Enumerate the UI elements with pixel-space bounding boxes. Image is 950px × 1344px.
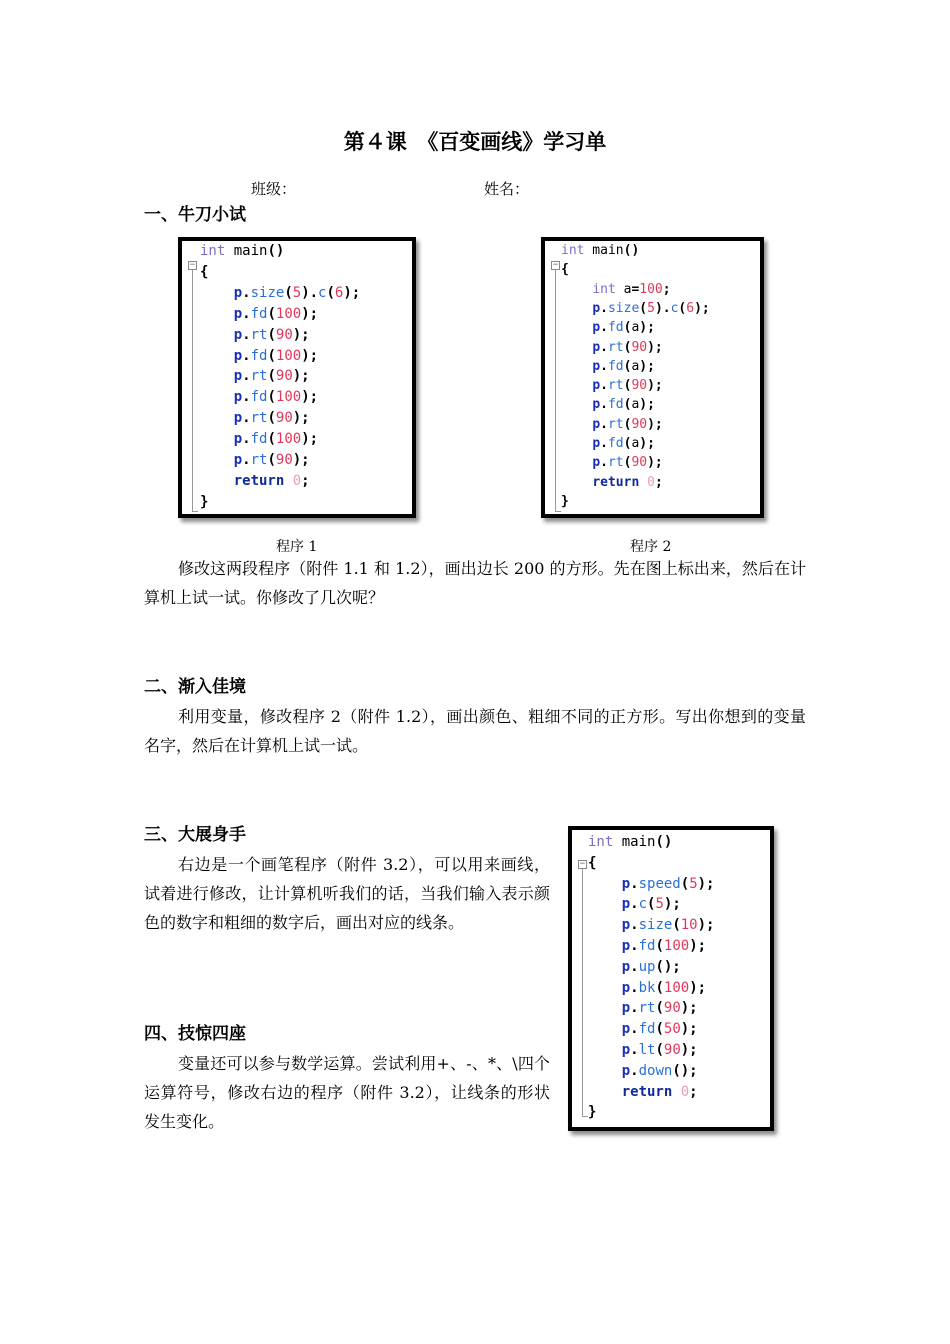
code-token: rt bbox=[638, 1000, 656, 1017]
code-token: size bbox=[607, 300, 640, 316]
code-token: ; bbox=[654, 474, 663, 490]
code-token bbox=[588, 959, 622, 975]
program-1-code bbox=[178, 237, 416, 518]
code-token bbox=[284, 473, 292, 489]
code-token: p bbox=[592, 416, 601, 432]
code-token: ( bbox=[623, 320, 632, 336]
code-token: 90 bbox=[275, 326, 293, 343]
code-token: ); bbox=[680, 1000, 698, 1017]
code-token: 6 bbox=[686, 300, 695, 316]
code-token: p bbox=[592, 320, 601, 336]
code-token: ); bbox=[301, 347, 319, 364]
code-token: fd bbox=[250, 389, 268, 406]
code-token: ( bbox=[623, 339, 632, 355]
code-token: ( bbox=[655, 1021, 664, 1038]
code-line bbox=[561, 417, 663, 432]
code-line bbox=[561, 378, 663, 393]
code-token: . bbox=[600, 339, 608, 355]
code-token: ); bbox=[680, 1042, 698, 1058]
program-2-caption: 程序 2 bbox=[630, 539, 672, 555]
code-token bbox=[200, 410, 234, 426]
code-token: int bbox=[588, 834, 614, 850]
code-token: rt bbox=[607, 455, 624, 471]
code-token: ); bbox=[292, 410, 310, 427]
code-token: rt bbox=[250, 368, 268, 385]
code-token: . bbox=[242, 326, 251, 343]
code-token: ( bbox=[267, 326, 276, 343]
code-token: . bbox=[242, 368, 251, 385]
code-token: 90 bbox=[275, 368, 293, 385]
code-token: . bbox=[242, 389, 251, 406]
code-token bbox=[588, 876, 622, 892]
code-token: return bbox=[233, 472, 285, 489]
code-token: 100 bbox=[663, 938, 690, 954]
code-line bbox=[200, 243, 284, 259]
code-token: rt bbox=[607, 339, 624, 355]
code-token: ; bbox=[662, 281, 671, 297]
code-token: rt bbox=[607, 416, 624, 432]
code-token: ( bbox=[267, 305, 276, 322]
code-token: . bbox=[630, 1042, 639, 1058]
code-token: 50 bbox=[663, 1021, 681, 1038]
code-token: 100 bbox=[275, 389, 302, 406]
code-token bbox=[588, 1042, 622, 1058]
code-token bbox=[561, 282, 592, 297]
code-token: p bbox=[592, 300, 601, 316]
code-token: p bbox=[233, 305, 243, 322]
section-3-text: 右边是一个画笔程序（附件 3.2），可以用来画线，试着进行修改，让计算机听我们的话，当我们输入表示颜色的数字和粗细的数字后，画出对应的线条。 bbox=[144, 855, 550, 932]
code-token bbox=[200, 389, 234, 405]
code-token bbox=[561, 301, 592, 316]
code-token: ( bbox=[655, 938, 664, 954]
code-token bbox=[561, 378, 592, 393]
code-token: ); bbox=[301, 389, 319, 406]
code-line bbox=[588, 1021, 698, 1037]
code-token: . bbox=[600, 358, 608, 374]
code-token bbox=[200, 348, 234, 364]
code-token bbox=[588, 938, 622, 954]
code-line bbox=[588, 1000, 698, 1016]
code-token: ( bbox=[647, 896, 656, 913]
code-line bbox=[588, 959, 681, 975]
code-token: 5 bbox=[689, 875, 698, 892]
code-token: . bbox=[630, 896, 639, 913]
code-token bbox=[561, 417, 592, 432]
code-token: p bbox=[592, 455, 601, 471]
code-token: . bbox=[242, 410, 251, 427]
code-token: ); bbox=[639, 358, 655, 374]
code-line bbox=[561, 475, 663, 490]
code-token: = bbox=[631, 281, 640, 297]
class-label: 班级： bbox=[251, 180, 297, 198]
code-token: fd bbox=[250, 347, 268, 364]
section-1-heading: 一、牛刀小试 bbox=[144, 205, 246, 225]
code-token: speed bbox=[638, 875, 681, 892]
code-token: fd bbox=[607, 358, 624, 374]
code-token: . bbox=[630, 1062, 639, 1079]
code-token: . bbox=[630, 958, 639, 975]
code-token: ; bbox=[301, 472, 310, 489]
code-line bbox=[200, 389, 318, 405]
code-token bbox=[639, 475, 647, 490]
code-token: ); bbox=[301, 431, 319, 448]
code-token: . bbox=[630, 917, 639, 934]
code-token: main bbox=[584, 243, 624, 258]
code-token: p bbox=[621, 1021, 631, 1038]
code-token: ). bbox=[301, 284, 319, 301]
code-token: c bbox=[638, 896, 648, 913]
fold-gutter: − bbox=[551, 261, 563, 511]
code-token: . bbox=[630, 1021, 639, 1038]
code-token: } bbox=[561, 493, 569, 509]
code-token: ); bbox=[301, 305, 319, 322]
code-token: 100 bbox=[275, 305, 302, 322]
code-line bbox=[588, 1042, 698, 1058]
code-token bbox=[588, 1063, 622, 1079]
code-token: ; bbox=[689, 1083, 698, 1100]
code-token bbox=[561, 455, 592, 470]
code-token: . bbox=[600, 436, 608, 451]
code-token: 90 bbox=[275, 410, 293, 427]
code-token: ); bbox=[647, 455, 663, 471]
code-token: ( bbox=[623, 436, 632, 451]
code-token: p bbox=[592, 339, 601, 355]
code-token bbox=[561, 320, 592, 335]
section-1-text: 修改这两段程序（附件 1.1 和 1.2），画出边长 200 的方形。先在图上标出来，然后在计算机上试一试。你修改了几次呢？ bbox=[144, 559, 806, 607]
code-token: . bbox=[242, 305, 251, 322]
code-token: fd bbox=[638, 1021, 656, 1038]
code-token: ( bbox=[623, 378, 632, 394]
code-token: . bbox=[600, 416, 608, 432]
code-token: a bbox=[631, 358, 640, 374]
code-token: () bbox=[267, 243, 285, 259]
code-token: ( bbox=[267, 410, 276, 427]
fold-gutter: − bbox=[578, 860, 590, 1116]
code-token: 10 bbox=[680, 917, 698, 934]
code-token bbox=[588, 896, 622, 912]
code-token: p bbox=[233, 284, 243, 301]
code-token: p bbox=[621, 1062, 631, 1079]
code-token: p bbox=[621, 938, 631, 954]
code-line bbox=[561, 301, 710, 316]
code-token: rt bbox=[250, 452, 268, 468]
code-token bbox=[588, 980, 622, 996]
code-token: a bbox=[615, 281, 632, 297]
code-token: 5 bbox=[647, 300, 655, 316]
code-token: ); bbox=[647, 339, 663, 355]
code-token: p bbox=[621, 896, 631, 913]
code-line bbox=[561, 320, 655, 335]
code-token: 100 bbox=[663, 979, 690, 996]
code-token bbox=[561, 340, 592, 355]
code-token: ). bbox=[654, 300, 671, 316]
code-token: 0 bbox=[680, 1083, 690, 1100]
code-line bbox=[200, 264, 208, 280]
code-token: ( bbox=[284, 284, 293, 301]
code-line bbox=[561, 494, 569, 509]
code-token: ); bbox=[639, 397, 655, 413]
code-token: 0 bbox=[292, 472, 302, 489]
code-token: ( bbox=[680, 875, 690, 892]
code-line bbox=[200, 327, 310, 343]
code-token: () bbox=[623, 243, 640, 258]
page-title: 第４课 《百变画线》学习单 bbox=[343, 129, 607, 154]
code-token: ); bbox=[689, 979, 707, 996]
code-token bbox=[588, 1000, 622, 1016]
code-token: ( bbox=[655, 1042, 664, 1058]
code-token: ); bbox=[694, 300, 710, 316]
code-token: a bbox=[631, 436, 640, 451]
code-line bbox=[561, 282, 671, 297]
program-3-code bbox=[568, 826, 774, 1131]
section-4-heading: 四、技惊四座 bbox=[144, 1024, 246, 1044]
code-token: fd bbox=[607, 436, 624, 451]
code-token: ( bbox=[672, 917, 681, 934]
code-line bbox=[561, 397, 655, 412]
code-token: fd bbox=[250, 431, 268, 448]
code-token: 90 bbox=[663, 1000, 681, 1017]
code-line bbox=[200, 285, 360, 301]
code-token: int bbox=[561, 243, 585, 258]
code-token: . bbox=[242, 284, 251, 301]
code-token: . bbox=[600, 378, 608, 394]
code-line bbox=[561, 243, 639, 258]
code-token: 90 bbox=[631, 339, 648, 355]
code-token: fd bbox=[607, 320, 624, 336]
code-token: () bbox=[655, 834, 673, 850]
code-token: . bbox=[630, 875, 639, 892]
code-token: 100 bbox=[639, 281, 663, 297]
code-token bbox=[561, 359, 592, 374]
code-token: ( bbox=[326, 284, 335, 301]
code-token: 100 bbox=[275, 431, 302, 448]
code-token: ); bbox=[343, 284, 361, 301]
code-token: lt bbox=[638, 1042, 656, 1058]
code-token: } bbox=[200, 493, 209, 510]
code-token bbox=[200, 368, 234, 384]
code-line bbox=[561, 359, 655, 374]
code-token: ( bbox=[267, 389, 276, 406]
code-token bbox=[588, 917, 622, 933]
code-token: ( bbox=[267, 347, 276, 364]
code-token: p bbox=[233, 431, 243, 448]
code-token: main bbox=[225, 243, 268, 259]
code-line bbox=[588, 938, 706, 954]
code-token: p bbox=[621, 958, 631, 975]
code-token: . bbox=[630, 1000, 639, 1017]
code-token: fd bbox=[250, 305, 268, 322]
code-token: { bbox=[200, 263, 209, 280]
code-line bbox=[200, 494, 208, 510]
code-token: p bbox=[233, 347, 243, 364]
code-token: p bbox=[592, 358, 601, 374]
code-token: (); bbox=[672, 1062, 698, 1079]
code-token: 90 bbox=[631, 455, 648, 471]
code-token: p bbox=[233, 326, 243, 343]
code-token: ); bbox=[647, 378, 663, 394]
code-token: p bbox=[233, 452, 243, 468]
code-token: p bbox=[621, 917, 631, 934]
code-token: ( bbox=[623, 397, 632, 413]
code-token: p bbox=[592, 397, 601, 413]
code-token bbox=[561, 475, 592, 490]
code-token: size bbox=[250, 284, 285, 301]
code-token: p bbox=[592, 378, 601, 394]
code-token: ( bbox=[267, 431, 276, 448]
code-token: int bbox=[592, 281, 616, 297]
code-token: return bbox=[621, 1083, 673, 1100]
fold-gutter: − bbox=[188, 261, 200, 511]
code-line bbox=[588, 1084, 698, 1100]
code-token: (); bbox=[655, 958, 681, 975]
code-line bbox=[561, 455, 663, 470]
code-token: ); bbox=[689, 938, 707, 954]
code-token: . bbox=[242, 431, 251, 448]
code-token: ); bbox=[639, 320, 655, 336]
code-token bbox=[561, 436, 592, 451]
code-token: ); bbox=[647, 416, 663, 432]
code-line bbox=[588, 917, 714, 933]
code-token: ); bbox=[292, 326, 310, 343]
code-line bbox=[200, 348, 318, 364]
code-line bbox=[561, 340, 663, 355]
code-token: 90 bbox=[663, 1042, 681, 1058]
code-token: rt bbox=[250, 410, 268, 427]
code-token bbox=[200, 452, 234, 468]
code-token: int bbox=[200, 243, 226, 259]
code-token: ); bbox=[292, 368, 310, 385]
code-token: ); bbox=[639, 436, 655, 451]
code-token: . bbox=[242, 347, 251, 364]
code-token: main bbox=[613, 834, 656, 850]
code-token: ( bbox=[267, 452, 276, 468]
program-2-code bbox=[541, 237, 764, 518]
code-line bbox=[588, 876, 714, 892]
code-token: p bbox=[621, 875, 631, 892]
code-token bbox=[200, 285, 234, 301]
code-token bbox=[561, 397, 592, 412]
code-token: ); bbox=[697, 917, 715, 934]
code-token: } bbox=[588, 1104, 597, 1121]
code-token: a bbox=[631, 320, 640, 336]
code-line bbox=[561, 262, 569, 277]
code-token: 6 bbox=[334, 284, 344, 301]
code-line bbox=[588, 1104, 596, 1120]
code-token bbox=[200, 306, 234, 322]
code-token: rt bbox=[250, 326, 268, 343]
code-token: . bbox=[630, 938, 639, 954]
code-token: { bbox=[561, 262, 569, 278]
code-token: . bbox=[600, 397, 608, 413]
code-token: a bbox=[631, 397, 640, 413]
code-token: p bbox=[621, 1000, 631, 1017]
section-2-heading: 二、渐入佳境 bbox=[144, 677, 246, 697]
code-token: fd bbox=[607, 397, 624, 413]
code-token: p bbox=[621, 979, 631, 996]
code-token: fd bbox=[638, 938, 656, 954]
code-token: ); bbox=[697, 875, 715, 892]
code-token: 90 bbox=[275, 452, 293, 468]
code-token: up bbox=[638, 958, 656, 975]
code-token: p bbox=[233, 410, 243, 427]
code-token: bk bbox=[638, 979, 656, 996]
code-line bbox=[588, 896, 681, 912]
code-token: ); bbox=[292, 452, 310, 468]
code-token: . bbox=[600, 455, 608, 471]
code-token: c bbox=[318, 284, 327, 301]
code-token: return bbox=[592, 474, 640, 490]
code-line bbox=[588, 1063, 698, 1079]
code-line bbox=[200, 368, 310, 384]
program-1-caption: 程序 1 bbox=[276, 539, 318, 555]
code-token bbox=[200, 473, 234, 489]
code-line bbox=[588, 855, 596, 871]
code-token bbox=[672, 1084, 680, 1100]
code-token: ( bbox=[623, 455, 632, 471]
code-token: ( bbox=[655, 1000, 664, 1017]
code-token: ( bbox=[678, 300, 687, 316]
code-line bbox=[588, 834, 672, 850]
code-line bbox=[200, 410, 310, 426]
code-token: p bbox=[233, 368, 243, 385]
code-token: p bbox=[592, 436, 601, 451]
code-line bbox=[200, 452, 310, 468]
code-token: p bbox=[233, 389, 243, 406]
code-token: ); bbox=[680, 1021, 698, 1038]
code-token: 5 bbox=[292, 284, 302, 301]
code-token bbox=[588, 1021, 622, 1037]
section-4-text: 变量还可以参与数学运算。尝试利用+、-、*、\四个运算符号，修改右边的程序（附件 3.2），让线条的形状发生变化。 bbox=[144, 1054, 550, 1131]
code-line bbox=[200, 431, 318, 447]
code-token: . bbox=[600, 320, 608, 336]
code-token: down bbox=[638, 1062, 673, 1079]
code-token: . bbox=[242, 452, 251, 468]
name-label: 姓名： bbox=[484, 180, 530, 198]
code-line bbox=[588, 980, 706, 996]
code-line bbox=[561, 436, 655, 451]
section-2-text: 利用变量，修改程序 2（附件 1.2），画出颜色、粗细不同的正方形。写出你想到的变量名字，然后在计算机上试一试。 bbox=[144, 707, 806, 755]
code-token: 90 bbox=[631, 416, 648, 432]
code-token: { bbox=[588, 854, 597, 871]
code-line bbox=[200, 473, 310, 489]
code-token: 100 bbox=[275, 347, 302, 364]
section-3-heading: 三、大展身手 bbox=[144, 825, 246, 845]
code-token: p bbox=[621, 1042, 631, 1058]
code-token: 5 bbox=[655, 896, 664, 913]
code-token: c bbox=[670, 300, 679, 316]
code-token: size bbox=[638, 917, 673, 934]
code-token: ( bbox=[267, 368, 276, 385]
code-token: 90 bbox=[631, 378, 648, 394]
code-token: rt bbox=[607, 378, 624, 394]
code-token: ); bbox=[663, 896, 681, 913]
code-token: . bbox=[630, 979, 639, 996]
code-token bbox=[200, 431, 234, 447]
code-token: ( bbox=[639, 300, 648, 316]
code-token: ( bbox=[623, 416, 632, 432]
code-token: 0 bbox=[647, 474, 655, 490]
code-token: . bbox=[600, 300, 608, 316]
code-token bbox=[588, 1084, 622, 1100]
code-token: ( bbox=[623, 358, 632, 374]
code-token bbox=[200, 327, 234, 343]
code-token: ( bbox=[655, 979, 664, 996]
code-line bbox=[200, 306, 318, 322]
